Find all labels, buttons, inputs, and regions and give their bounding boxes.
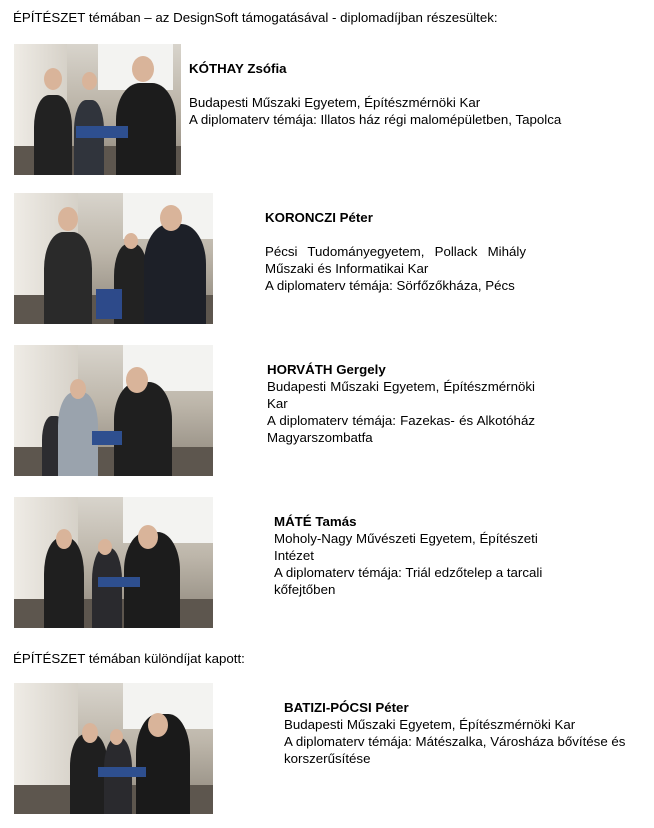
awardee-name: HORVÁTH Gergely (267, 362, 386, 377)
awardee-entry (267, 361, 535, 446)
awardee-thesis-topic: A diplomaterv témája: Triál edzőtelep a tarcali kőfejtőben (274, 565, 543, 597)
awardee-entry (265, 209, 526, 294)
awardee-entry (274, 513, 574, 598)
awardee-name: KÓTHAY Zsófia (189, 61, 287, 76)
awardee-institution: Moholy-Nagy Művészeti Egyetem, Építészeti Intézet (274, 531, 538, 563)
awardee-name: MÁTÉ Tamás (274, 514, 357, 529)
awardee-institution: Budapesti Műszaki Egyetem, Építészmérnöki Kar (284, 717, 576, 732)
awardee-name: KORONCZI Péter (265, 210, 373, 225)
awardee-institution: Budapesti Műszaki Egyetem, Építészmérnöki Kar (189, 95, 481, 110)
award-ceremony-photo (14, 683, 213, 814)
awardee-thesis-topic: A diplomaterv témája: Illatos ház régi malomépületben, Tapolca (189, 112, 562, 127)
awardee-thesis-topic: A diplomaterv témája: Sörfőzőkháza, Pécs (265, 278, 515, 293)
awardee-institution: Pécsi Tudományegyetem, Pollack Mihály Műszaki és Informatikai Kar (265, 244, 526, 276)
awardee-entry (189, 60, 591, 128)
section-heading-awards: ÉPÍTÉSZET témában – az DesignSoft támogatásával - diplomadíjban részesültek: (13, 10, 498, 25)
award-ceremony-photo (14, 345, 213, 476)
award-ceremony-photo (14, 497, 213, 628)
award-ceremony-photo (14, 193, 213, 324)
awardee-name: BATIZI-PÓCSI Péter (284, 700, 409, 715)
award-ceremony-photo (14, 44, 181, 175)
awardee-entry (284, 699, 650, 767)
awardee-thesis-topic: A diplomaterv témája: Mátészalka, Városháza bővítése és korszerűsítése (284, 734, 626, 766)
awardee-institution: Budapesti Műszaki Egyetem, Építészmérnöki Kar (267, 379, 535, 411)
section-heading-special-award: ÉPÍTÉSZET témában különdíjat kapott: (13, 651, 245, 666)
awardee-thesis-topic: A diplomaterv témája: Fazekas- és Alkotóház Magyarszombatfa (267, 413, 535, 445)
